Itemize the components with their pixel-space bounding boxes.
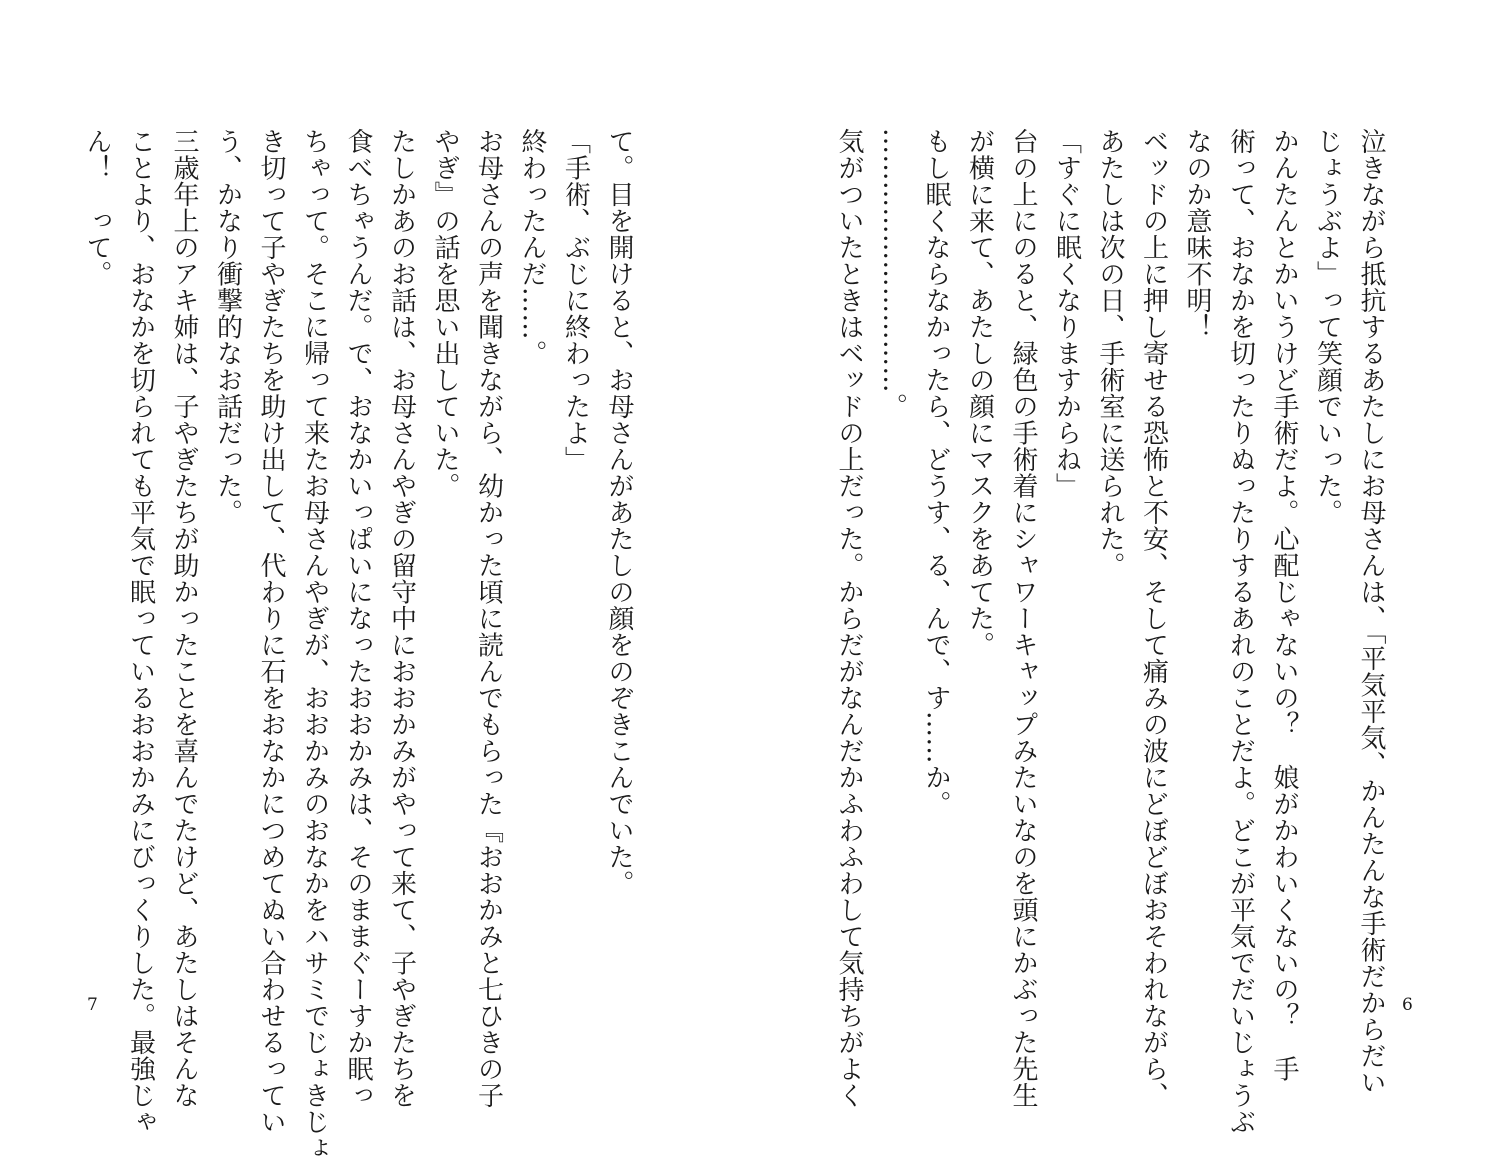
page-6	[750, 0, 1500, 1135]
text-line: もし眠くならなかったら、どうす、る、んで、す……か。	[921, 128, 951, 817]
text-line: 「すぐに眠くなりますからね」	[1051, 128, 1082, 499]
text-line: ことより、おなかを切られても平気で眠っているおおかみにびっくりした。最強じゃ	[125, 128, 156, 1135]
text-line: 食べちゃうんだ。で、おなかいっぱいになったおおかみは、そのままぐーすか眠っ	[343, 128, 373, 1109]
text-line: 泣きながら抵抗するあたしにお母さんは、「平気平気、かんたんな手術だからだい	[1356, 128, 1386, 1096]
text-line: やぎ』の話を思い出していた。	[430, 128, 460, 499]
text-line: が横に来て、あたしの顔にマスクをあてた。	[964, 128, 995, 658]
page-7-body-text	[75, 128, 641, 1162]
page-number: 7	[87, 995, 98, 1015]
text-line: 台の上にのると、緑色の手術着にシャワーキャップみたいなのを頭にかぶった先生	[1008, 128, 1038, 1109]
text-line: て。目を開けると、お母さんがあたしの顔をのぞきこんでいた。	[604, 128, 634, 897]
text-line: かんたんとかいうけど手術だよ。心配じゃないの？ 娘がかわいくないの？ 手	[1269, 128, 1299, 1082]
text-line: たしかあのお話は、お母さんやぎの留守中におおかみがやって来て、子やぎたちを	[386, 128, 417, 1109]
text-line: ちゃって。そこに帰って来たお母さんやぎが、おおかみのおなかをハサミでじょきじょ	[299, 128, 330, 1162]
text-line: お母さんの声を聞きながら、幼かった頃に読んでもらった『おおかみと七ひきの子	[473, 128, 504, 1109]
page-number: 6	[1402, 995, 1413, 1015]
text-line: ん！ って。	[82, 128, 112, 287]
text-line: き切って子やぎたちを助け出して、代わりに石をおなかにつめてぬい合わせるってい	[256, 128, 286, 1135]
text-line: ベッドの上に押し寄せる恐怖と不安、そして痛みの波にどぼどぼおそわれながら、	[1138, 128, 1169, 1109]
text-line: 三歳年上のアキ姉は、子やぎたちが助かったことを喜んでたけど、あたしはそんな	[169, 128, 199, 1109]
text-line: 気がついたときはベッドの上だった。からだがなんだかふわふわして気持ちがよく	[834, 128, 864, 1109]
text-line: う、かなり衝撃的なお話だった。	[212, 128, 243, 526]
page-6-body-text	[827, 128, 1393, 1135]
text-line: …………………………。	[877, 128, 908, 420]
text-line: 術って、おなかを切ったりぬったりするあれのことだよ。どこが平気でだいじょうぶ	[1225, 128, 1256, 1135]
text-line: 終わったんだ……。	[517, 128, 547, 367]
text-line: あたしは次の日、手術室に送られた。	[1095, 128, 1125, 579]
text-line: なのか意味不明！	[1182, 128, 1212, 340]
text-line: じょうぶよ」って笑顔でいった。	[1312, 128, 1343, 526]
text-line: 「手術、ぶじに終わったよ」	[560, 128, 591, 473]
